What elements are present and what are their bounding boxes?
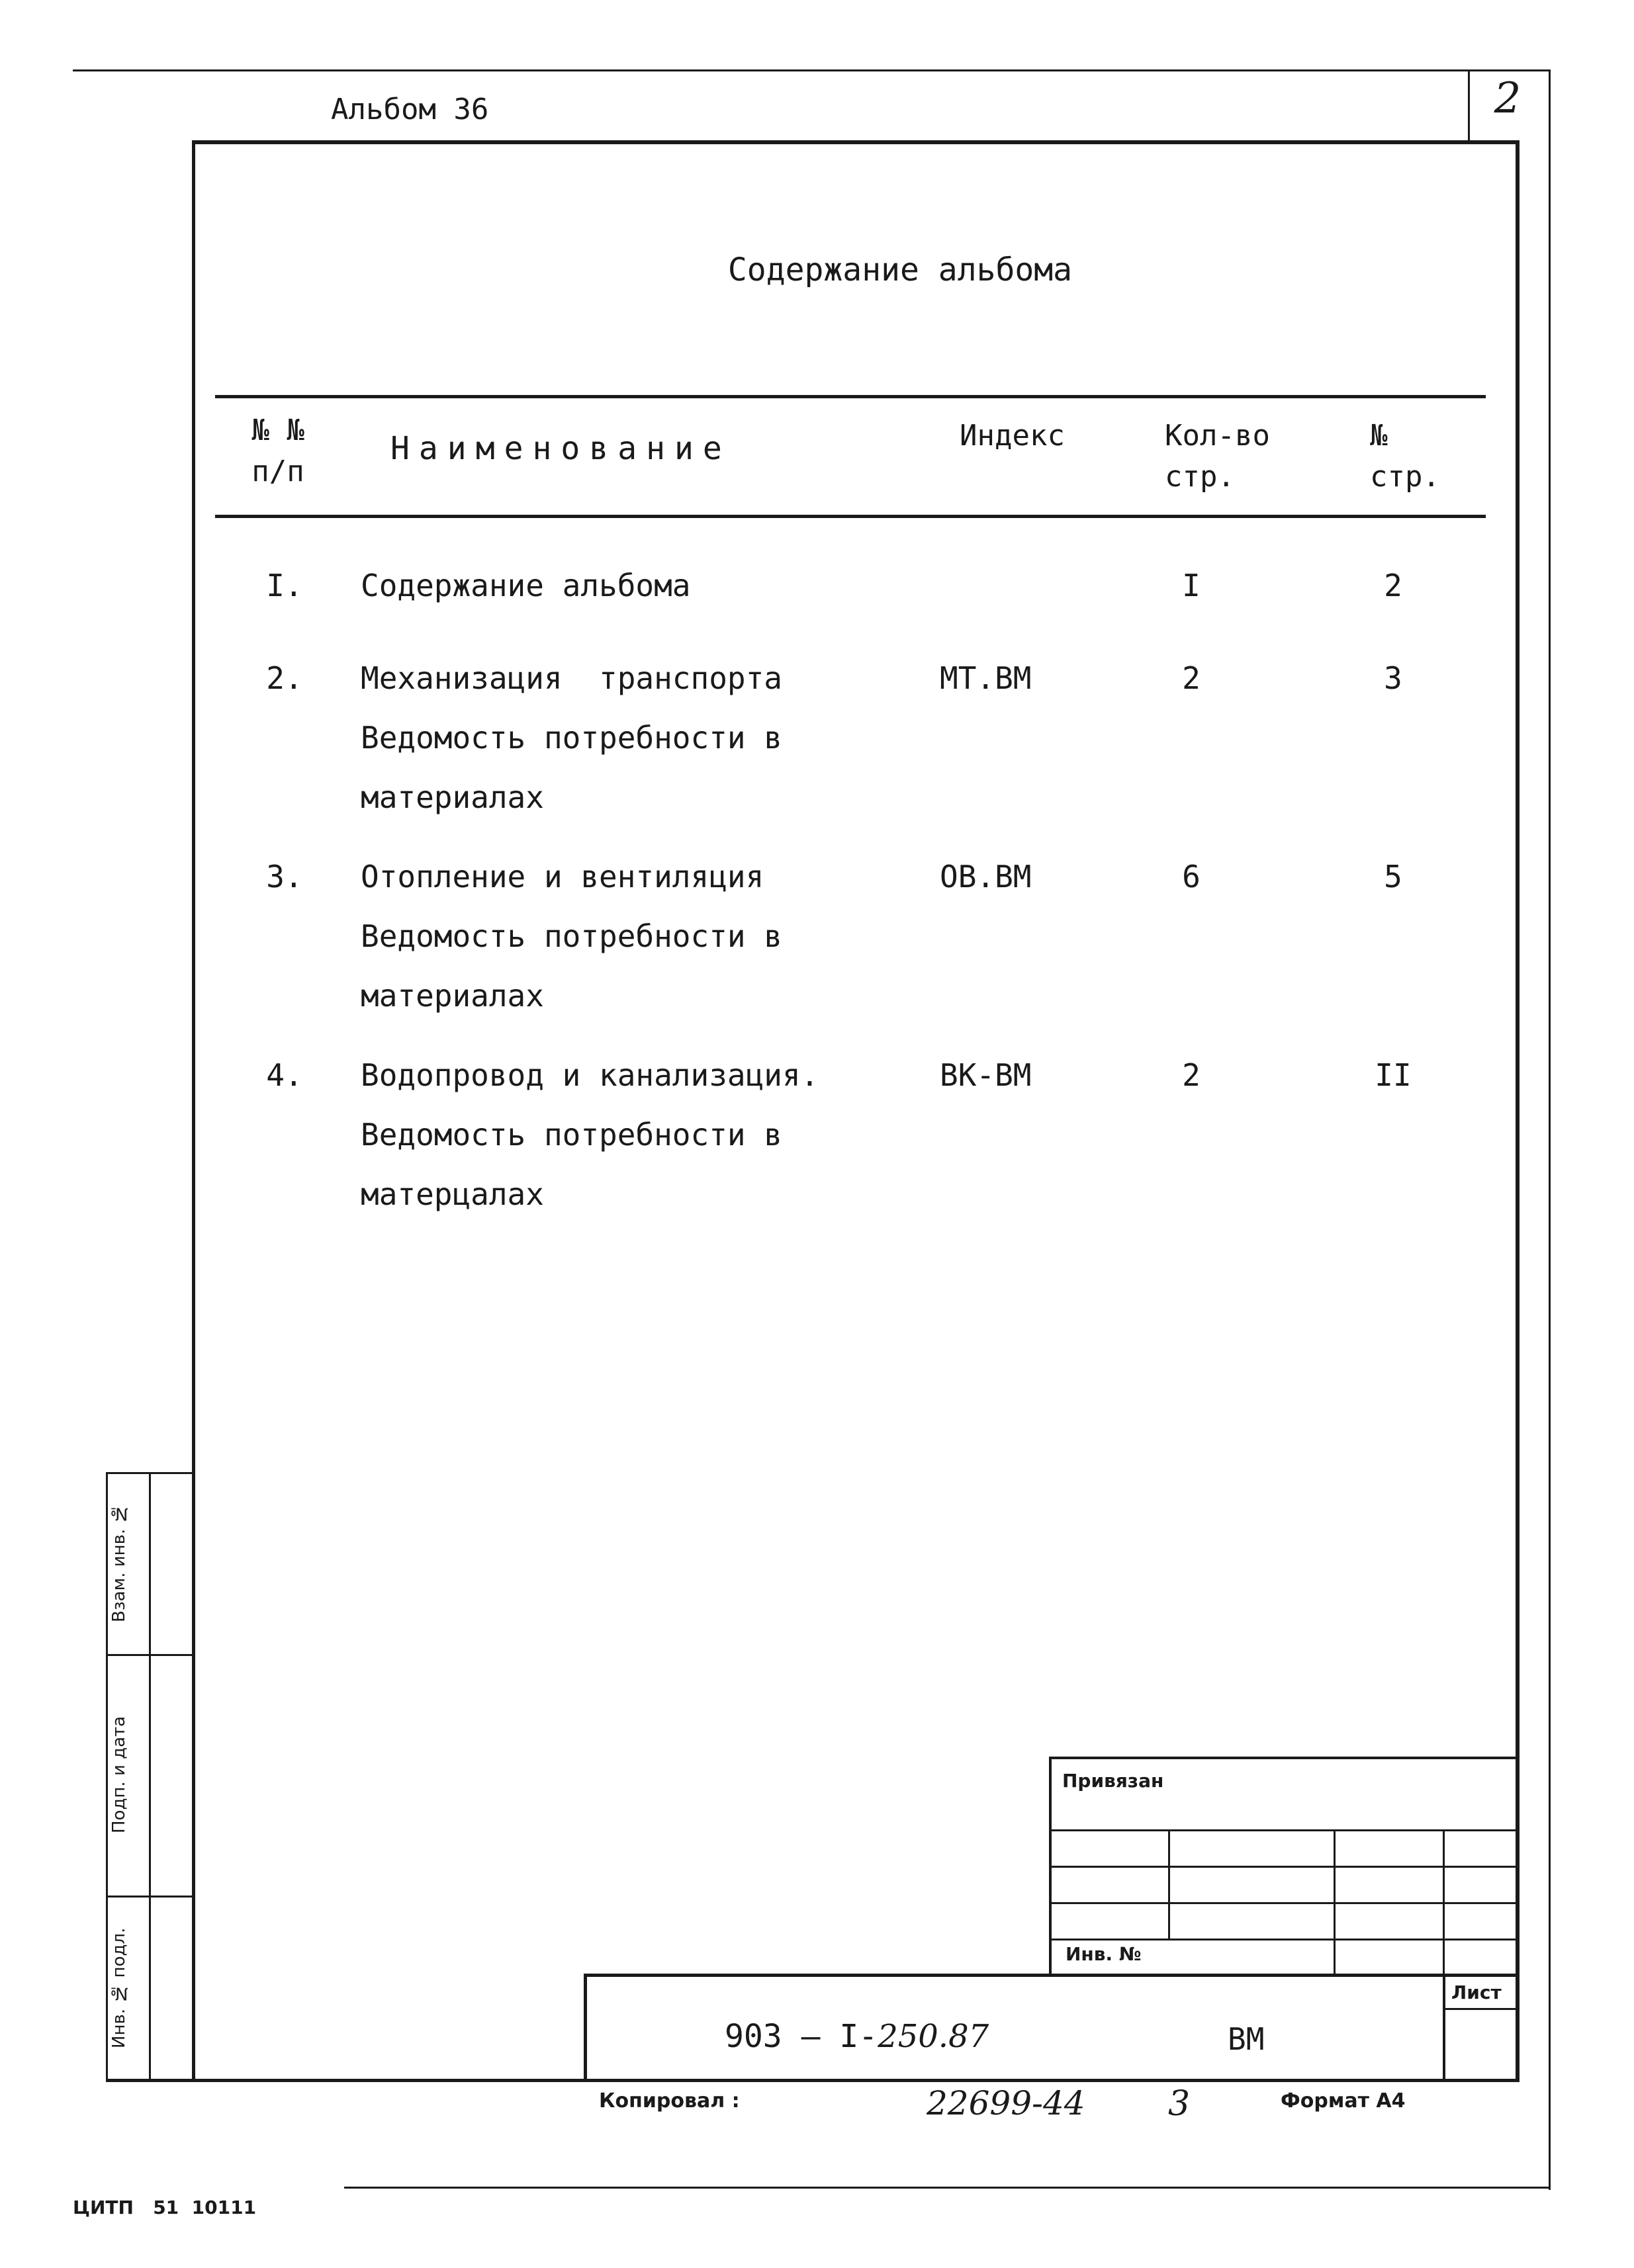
row-count: 6: [1182, 859, 1201, 894]
toc-title: Содержание альбома: [727, 251, 1073, 288]
side-label-inv: Инв. № подл.: [109, 1927, 129, 2049]
document-code-print: 903 – I-: [725, 2018, 878, 2055]
privyazan-label: Привязан: [1062, 1770, 1164, 1792]
outer-right-line: [1549, 69, 1551, 2190]
row-name: Отопление и вентиляция Ведомость потребности в материалах: [361, 859, 782, 1014]
row-index: ОВ.ВМ: [940, 859, 1032, 894]
org-code: ЦИТП 51 10111: [73, 2197, 257, 2218]
sheet-number: 2: [1494, 74, 1521, 123]
row-index: ВК-ВМ: [940, 1057, 1032, 1093]
side-label-vzam: Взам. инв. №: [109, 1503, 129, 1623]
row-name: Водопровод и канализация. Ведомость потребности в матерцалах: [361, 1057, 819, 1212]
side-label-podp: Подп. и дата: [109, 1716, 129, 1834]
top-border-line: [73, 69, 1550, 71]
row-num: 4.: [266, 1057, 303, 1093]
row-name: Механизация транспорта Ведомость потребности в материалах: [361, 660, 782, 815]
row-page: 3: [1384, 660, 1402, 696]
row-num: I.: [266, 568, 303, 603]
column-header-num: № № п/п: [251, 414, 304, 488]
row-index: МТ.ВМ: [940, 660, 1032, 696]
frame-bottom-line: [106, 2079, 1520, 2082]
frame-right-line: [1516, 140, 1520, 2082]
column-header-name: Наименование: [390, 430, 731, 467]
row-num: 3.: [266, 859, 303, 894]
table-top-rule: [215, 395, 1486, 398]
row-page: II: [1375, 1057, 1412, 1093]
table-header-rule: [215, 515, 1486, 518]
column-header-count: Кол-во стр.: [1165, 419, 1270, 494]
document-code: [725, 2018, 989, 2055]
row-count: 2: [1182, 1057, 1201, 1093]
frame-left-line: [192, 140, 195, 2082]
document-mark: ВМ: [1228, 2021, 1265, 2057]
copied-number: 22699-44: [927, 2084, 1085, 2122]
row-page: 2: [1384, 568, 1402, 603]
inv-no-label: Инв. №: [1066, 1943, 1142, 1965]
row-page: 5: [1384, 859, 1402, 894]
column-header-index: Индекс: [960, 419, 1065, 453]
frame-top-line: [192, 140, 1519, 144]
album-label: Альбом 36: [331, 93, 489, 126]
row-num: 2.: [266, 660, 303, 696]
format-label: Формат А4: [1281, 2089, 1406, 2113]
footer-page-number: 3: [1168, 2084, 1191, 2124]
row-name: Содержание альбома: [361, 568, 691, 603]
row-count: I: [1182, 568, 1201, 603]
document-code-hand: 250.87: [878, 2018, 989, 2055]
copied-label: Копировал :: [599, 2089, 740, 2113]
row-count: 2: [1182, 660, 1201, 696]
list-label: Лист: [1451, 1982, 1502, 2003]
outer-bottom-line: [344, 2187, 1550, 2189]
column-header-page: № стр.: [1370, 419, 1440, 494]
